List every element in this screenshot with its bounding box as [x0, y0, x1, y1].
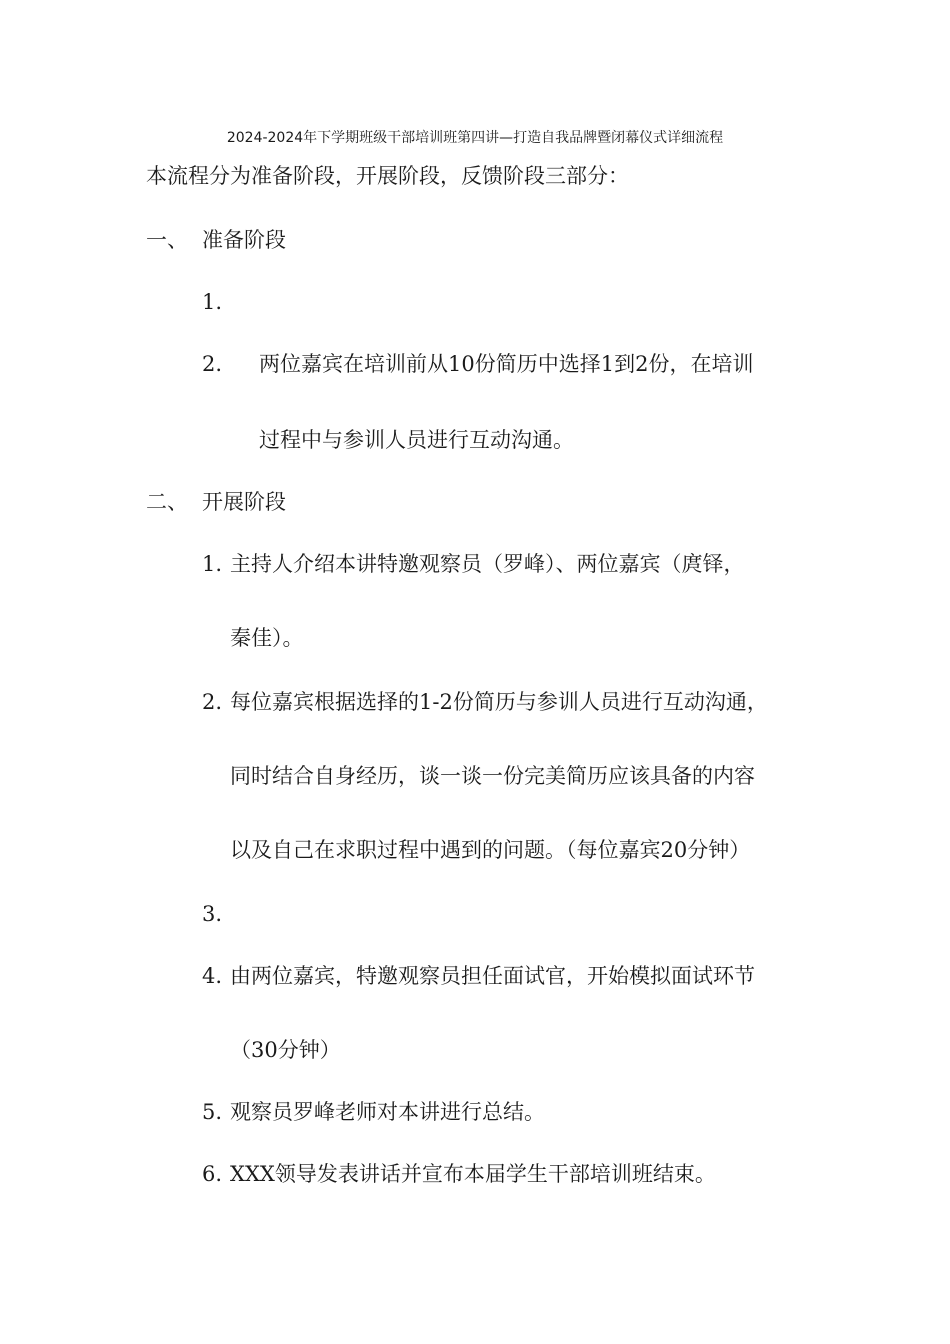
section-2-item-2-line-1: 每位嘉宾根据选择的1-2份简历与参训人员进行互动沟通， — [230, 690, 768, 714]
section-2-item-1-line-1: 主持人介绍本讲特邀观察员（罗峰）、两位嘉宾（庹铎， — [230, 552, 745, 576]
intro-paragraph: 本流程分为准备阶段，开展阶段，反馈阶段三部分： — [146, 164, 629, 188]
section-2-number: 二、 — [146, 490, 188, 514]
section-2-item-4-line-1: 由两位嘉宾，特邀观察员担任面试官，开始模拟面试环节 — [230, 964, 755, 988]
section-2-item-4-number: 4. — [202, 964, 223, 988]
section-2-item-6-line-1: XXX领导发表讲话并宣布本届学生干部培训班结束。 — [230, 1162, 716, 1186]
section-1-item-2-line-1: 两位嘉宾在培训前从10份简历中选择1到2份，在培训 — [259, 352, 754, 376]
section-2-item-4-line-2: （30分钟） — [230, 1038, 341, 1062]
section-2-item-1-line-2: 秦佳）。 — [230, 626, 304, 650]
section-1-number: 一、 — [146, 228, 188, 252]
document-title: 2024-2024年下学期班级干部培训班第四讲—打造自我品牌暨闭幕仪式详细流程 — [226, 130, 724, 146]
section-1-item-1-number: 1. — [202, 290, 223, 314]
section-1-heading: 准备阶段 — [202, 228, 286, 252]
section-2-item-5-line-1: 观察员罗峰老师对本讲进行总结。 — [230, 1100, 545, 1124]
section-2-item-1-number: 1. — [202, 552, 223, 576]
section-2-item-2-line-2: 同时结合自身经历，谈一谈一份完美简历应该具备的内容 — [230, 764, 755, 788]
section-1-item-2-line-2: 过程中与参训人员进行互动沟通。 — [259, 428, 574, 452]
section-2-item-2-line-3: 以及自己在求职过程中遇到的问题。（每位嘉宾20分钟） — [230, 838, 751, 862]
section-2-heading: 开展阶段 — [202, 490, 286, 514]
section-2-item-6-number: 6. — [202, 1162, 223, 1186]
section-2-item-2-number: 2. — [202, 690, 223, 714]
section-2-item-3-number: 3. — [202, 902, 223, 926]
section-1-item-2-number: 2. — [202, 352, 223, 376]
section-2-item-5-number: 5. — [202, 1100, 223, 1124]
